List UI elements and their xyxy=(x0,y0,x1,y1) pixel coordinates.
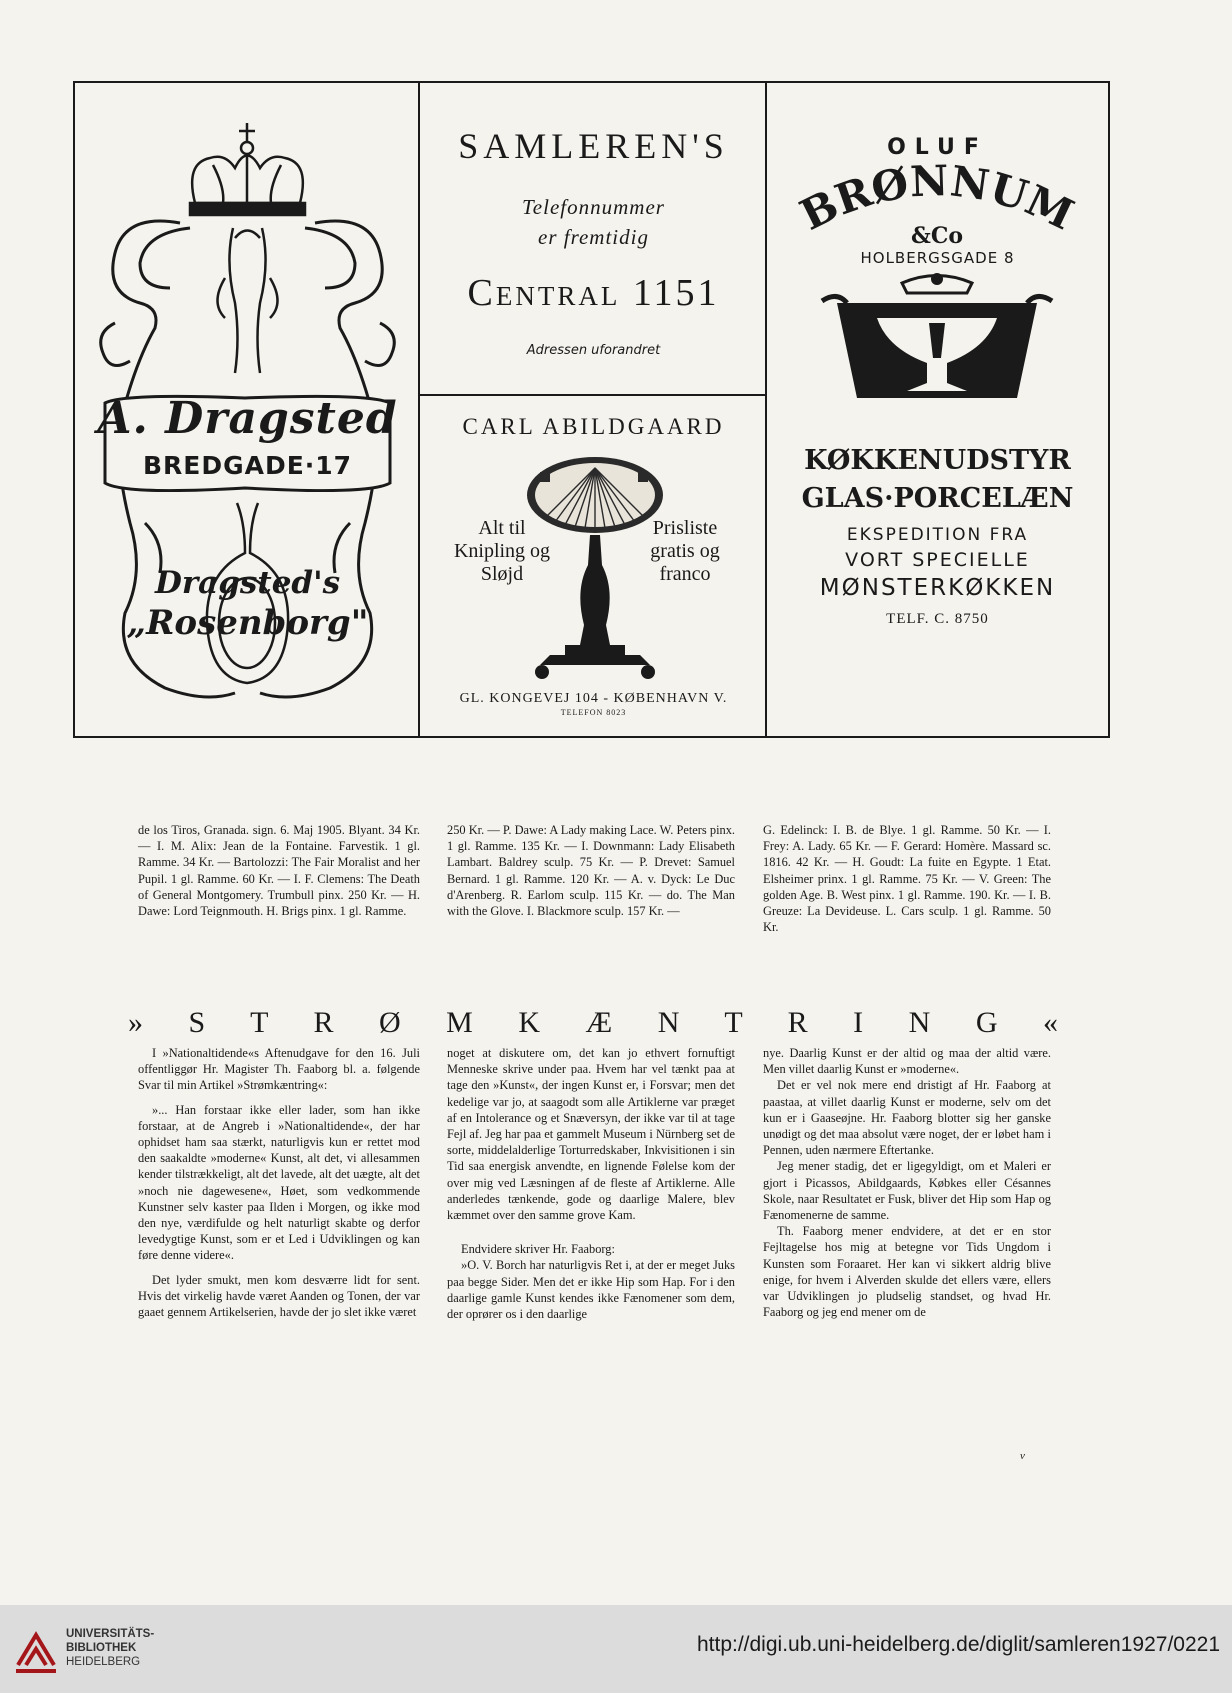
ad-bronnum xyxy=(767,83,1108,736)
abildgaard-left-line: Knipling og xyxy=(453,540,551,562)
article-column-2 xyxy=(447,1045,735,1322)
abildgaard-address: GL. KONGEVEJ 104 - KØBENHAVN V. xyxy=(459,691,728,706)
abildgaard-left-text xyxy=(442,517,562,586)
library-footer-bar xyxy=(0,1605,1232,1693)
tureen-glass-icon xyxy=(817,273,1057,413)
catalog-column-2 xyxy=(447,822,735,919)
bronnum-line1: KØKKENUDSTYR xyxy=(804,445,1071,476)
ad-abildgaard xyxy=(420,396,767,736)
bronnum-line4: VORT SPECIELLE xyxy=(845,549,1030,571)
library-logo-icon xyxy=(14,1625,58,1675)
bronnum-line6: TELF. C. 8750 xyxy=(886,611,989,627)
dragsted-name: A. Dragsted xyxy=(97,393,398,444)
article-heading: » S T R Ø M K Æ N T R I N G « xyxy=(128,1006,1058,1039)
samleren-line1: Telefonnummer xyxy=(522,195,665,219)
abildgaard-left-line: Sløjd xyxy=(480,563,524,585)
abildgaard-left-line: Alt til xyxy=(478,517,526,539)
abildgaard-right-line: Prisliste xyxy=(652,517,718,539)
bronnum-co: &Co xyxy=(910,223,964,249)
article-column-1 xyxy=(138,1045,420,1320)
article-column-3 xyxy=(763,1045,1051,1320)
catalog-column-1 xyxy=(138,822,420,919)
article-paragraph: Det lyder smukt, men kom desværre lidt for sent. Hvis det virkelig havde været Aanden og Tonen, der var gaaet gennem Artikelserien, havde der jo slet ikke været xyxy=(138,1272,420,1320)
article-paragraph: Endvidere skriver Hr. Faaborg: xyxy=(461,1242,615,1257)
abildgaard-right-text xyxy=(625,517,745,586)
abildgaard-title: CARL ABILDGAARD xyxy=(462,414,725,439)
advertisement-panel xyxy=(73,81,1110,738)
samleren-line2: er fremtidig xyxy=(538,225,649,249)
samleren-address-note: Adressen uforandret xyxy=(526,343,661,358)
library-name-line: UNIVERSITÄTS- xyxy=(66,1628,155,1640)
bronnum-line2: GLAS·PORCELÆN xyxy=(801,483,1074,514)
source-url-link[interactable]: http://digi.ub.uni-heidelberg.de/diglit/samleren1927/0221 xyxy=(696,1633,1220,1656)
catalog-text: de los Tiros, Granada. sign. 6. Maj 1905. Blyant. 34 Kr. — I. M. Alix: Jean de la Fontaine. Farvestik. 1 gl. Ramme. 34 Kr. — Bartolozzi: The Fair Moralist and her Pupil. 1 gl. Ramme. 60 Kr. — I. F. Clemens: The Death of General Montgomery. Trumbull pinx. 250 Kr. — H. Dawe: Lord Teignmouth. H. Brigs pinx. 1 gl. Ramme. xyxy=(138,823,420,919)
article-paragraph: noget at diskutere om, det kan jo ethvert fornuftigt Menneske skrive under paa. Hvem har vel tænkt paa at tage den »Kunst«, der ingen Kunst er, i Forsvar; men det kedelige var jo, at saagodt som alle Artiklerne var præget af en Intolerance og et Snæversyn, der ikke var til at tage Fejl af. Jeg har paa et gammelt Museum i Nürnberg set de sorte, middelalderlige Torturredskaber, Inkvisitionen i sin Tid saa energisk anvendte, en lignende Følelse kom der over mig ved Læsningen af de fleste af Artiklerne. Alle anderledes tænkende, gode og daarlige Malere, blev kæmmet over den samme grove Kam. xyxy=(447,1046,735,1223)
abildgaard-right-line: franco xyxy=(659,563,711,585)
catalog-text: 250 Kr. — P. Dawe: A Lady making Lace. W. Peters pinx. 1 gl. Ramme. 135 Kr. — I. Downmann: Lady Elisabeth Lambart. Baldrey sculp. 75 Kr. — P. Drevet: Samuel Bernard. 1 gl. Ramme. 120 Kr. — A. v. Dyck: Le Duc d'Arenberg. R. Earlom sculp. 115 Kr. — do. The Man with the Glove. I. Blackmore sculp. 157 Kr. — xyxy=(447,823,735,919)
abildgaard-right-line: gratis og xyxy=(650,540,720,562)
catalog-column-3 xyxy=(763,822,1051,935)
article-paragraph: I »Nationaltidende«s Aftenudgave for den 16. Juli offentliggør Hr. Magister Th. Faaborg bl. a. følgende Svar til min Artikel »Strømkæntring«: xyxy=(138,1046,420,1093)
article-paragraph: »O. V. Borch har naturligvis Ret i, at der er meget Juks paa begge Sider. Men det er ikke Hip som Hap. For i den daarlige gamle Kunst kendes ikke Fænomener som dem, der oprører os i den daarlige xyxy=(447,1258,735,1322)
article-paragraph: »... Han forstaar ikke eller lader, som han ikke forstaar, at de Angreb i »Nationaltidende«, der har ophidset ham saa stærkt, naturligvis kun er rettet mod den saakaldte »moderne« Kunst, alt det, vi allesammen kender tilstrækkeligt, alt det lavede, alt det uægte, alt det »noch nie dagewesene«, Høet, som vedkommende Kunstner selv kaster paa Ilden i Morgen, og ikke mod den nye, værdifulde og helt naturligt skabte og derfor levedygtige Kunst, som er et Led i Udviklingen og kan føre denne videre«. xyxy=(138,1102,420,1263)
article-paragraph: Th. Faaborg mener endvidere, at det er en stor Fejltagelse hos mig at betegne vor Tids Ungdom i Kunsten som Foraaret. Her kan vi sikkert aldrig blive enige, for hvem i Alverden skulde det ellers være, ellers var Udviklingen jo pludselig standset, og hvad Hr. Faaborg og jeg end mener om de xyxy=(763,1224,1051,1320)
bronnum-oluf: OLUF xyxy=(887,135,988,160)
bronnum-name: BRØNNUM xyxy=(792,156,1082,240)
article-paragraph: Jeg mener stadig, det er ligegyldigt, om et Maleri er gjort i Picassos, Abildgaards, Købkes eller Césannes Skole, naar Resultatet er Fusk, bliver det Hip som Hap og Fænomenerne de samme. xyxy=(763,1159,1051,1223)
library-name xyxy=(66,1627,154,1669)
page-number: v xyxy=(1020,1450,1025,1462)
bronnum-line3: EKSPEDITION FRA xyxy=(846,525,1029,545)
article-paragraph: Det er vel nok mere end dristigt af Hr. Faaborg at paastaa, at villet daarlig Kunst er moderne, selv om det kun er i Gaaseøjne. Hr. Faaborg blotter sig her ganske unødigt og det maa absolut være noget, der er løbet ham i Pennen, uden nærmere Eftertanke. xyxy=(763,1078,1051,1158)
samleren-phone: Central 1151 xyxy=(467,272,720,314)
dragsted-product-line2: „Rosenborg" xyxy=(126,603,369,643)
dragsted-address: BREDGADE·17 xyxy=(142,451,353,480)
article-paragraph: nye. Daarlig Kunst er der altid og maa der altid være. Men villet daarlig Kunst er »moderne«. xyxy=(763,1046,1051,1077)
ad-samleren xyxy=(420,83,767,396)
bronnum-line5: MØNSTERKØKKEN xyxy=(819,575,1056,601)
library-name-line: BIBLIOTHEK xyxy=(66,1642,137,1654)
samleren-title: SAMLEREN'S xyxy=(458,126,729,166)
library-name-line: HEIDELBERG xyxy=(66,1656,141,1668)
ad-dragsted xyxy=(75,83,420,736)
abildgaard-telephone: TELEFON 8023 xyxy=(560,708,627,717)
bronnum-address: HOLBERGSGADE 8 xyxy=(860,249,1015,267)
dragsted-product-line1: Dragsted's xyxy=(154,565,341,601)
catalog-text: G. Edelinck: I. B. de Blye. 1 gl. Ramme. 50 Kr. — I. Frey: A. Lady. 65 Kr. — F. Gerard: Homère. Massard sc. 1816. 42 Kr. — H. Goudt: La fuite en Egypte. 1 Etat. Elsheimer prinx. 1 gl. Ramme. 75 Kr. — V. Green: The golden Age. B. West pinx. 1 gl. Ramme. 190. Kr. — I. B. Greuze: La Devideuse. L. Cars sculp. 1 gl. Ramme. 50 Kr. xyxy=(763,823,1051,935)
